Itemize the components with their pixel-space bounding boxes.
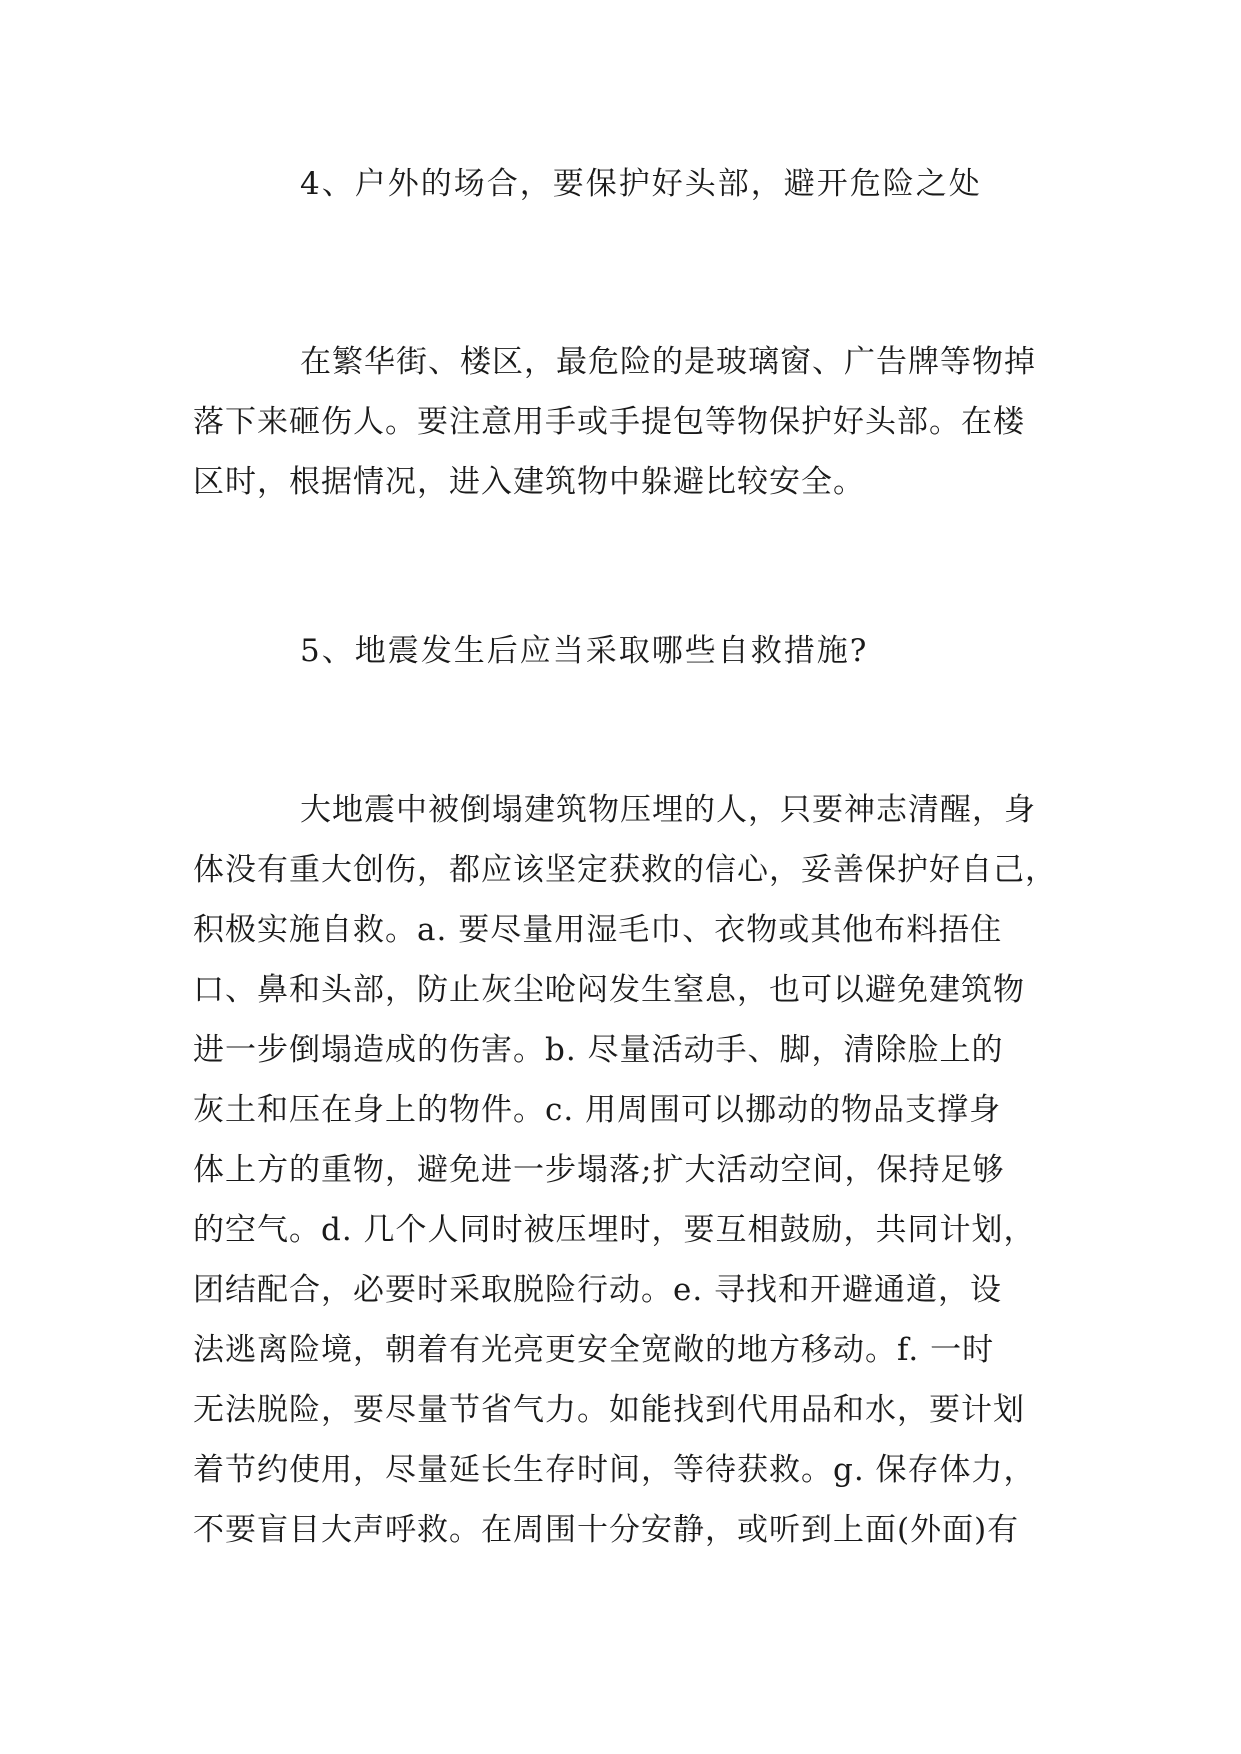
paragraph-line: 团结配合，必要时采取脱险行动。e. 寻找和开避通道，设 bbox=[193, 1272, 1003, 1308]
paragraph-line: 体上方的重物，避免进一步塌落;扩大活动空间，保持足够 bbox=[193, 1152, 1005, 1188]
paragraph-line: 口、鼻和头部，防止灰尘呛闷发生窒息，也可以避免建筑物 bbox=[193, 972, 1025, 1008]
paragraph-line: 进一步倒塌造成的伤害。b. 尽量活动手、脚，清除脸上的 bbox=[193, 1032, 1004, 1068]
paragraph-line: 着节约使用，尽量延长生存时间，等待获救。g. 保存体力， bbox=[193, 1452, 1036, 1488]
paragraph-line: 的空气。d. 几个人同时被压埋时，要互相鼓励，共同计划， bbox=[193, 1212, 1036, 1248]
section-5-heading: 5、地震发生后应当采取哪些自救措施? bbox=[300, 633, 869, 669]
paragraph-line: 体没有重大创伤，都应该坚定获救的信心，妥善保护好自己， bbox=[193, 852, 1057, 888]
paragraph-line: 在繁华街、楼区，最危险的是玻璃窗、广告牌等物掉 bbox=[300, 344, 1036, 380]
paragraph-line: 法逃离险境，朝着有光亮更安全宽敞的地方移动。f. 一时 bbox=[193, 1332, 995, 1368]
section-4-paragraph bbox=[193, 332, 1053, 512]
paragraph-line: 无法脱险，要尽量节省气力。如能找到代用品和水，要计划 bbox=[193, 1392, 1025, 1428]
section-5-paragraph bbox=[193, 780, 1057, 1560]
paragraph-line: 区时，根据情况，进入建筑物中躲避比较安全。 bbox=[193, 464, 865, 500]
paragraph-line: 不要盲目大声呼救。在周围十分安静，或听到上面(外面)有 bbox=[193, 1512, 1020, 1548]
paragraph-line: 灰土和压在身上的物件。c. 用周围可以挪动的物品支撑身 bbox=[193, 1092, 1002, 1128]
paragraph-line: 落下来砸伤人。要注意用手或手提包等物保护好头部。在楼 bbox=[193, 404, 1025, 440]
section-4-heading: 4、户外的场合，要保护好头部，避开危险之处 bbox=[300, 166, 982, 202]
paragraph-line: 大地震中被倒塌建筑物压埋的人，只要神志清醒，身 bbox=[300, 792, 1036, 828]
paragraph-line: 积极实施自救。a. 要尽量用湿毛巾、衣物或其他布料捂住 bbox=[193, 912, 1003, 948]
